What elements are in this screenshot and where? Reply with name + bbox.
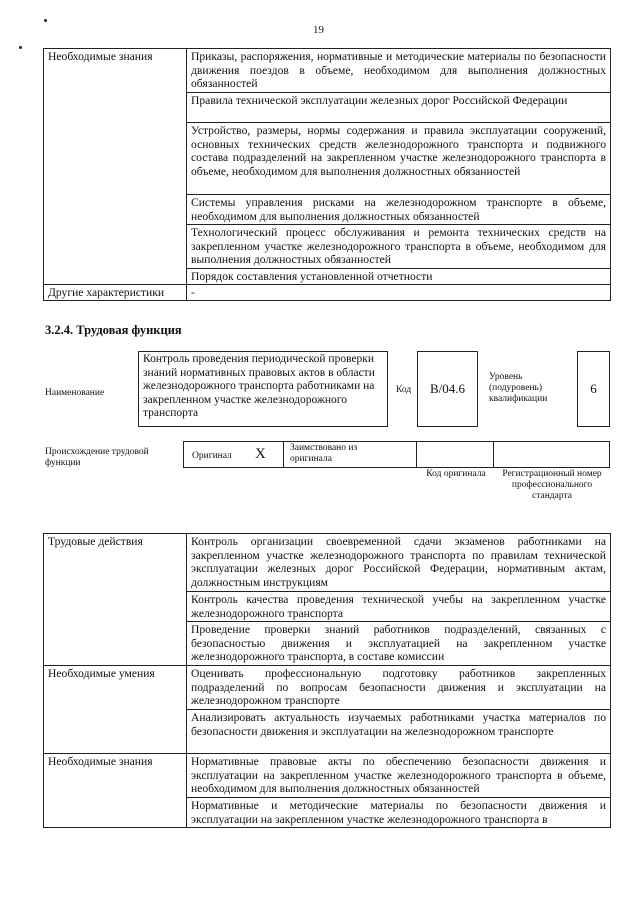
original-label: Оригинал	[192, 451, 232, 461]
code-label: Код	[396, 385, 412, 395]
scan-mark	[44, 19, 47, 22]
table-cell: Нормативные правовые акты по обеспечению безопасности движения и эксплуатации на закрепленном участке железнодорожного транспорта в объеме, необходимом для выполнения должностных обязанностей	[187, 754, 611, 798]
origin-divider	[493, 441, 494, 468]
top-knowledge-table	[43, 48, 611, 301]
level-box	[577, 351, 610, 427]
table-cell: Нормативные и методические материалы по безопасности движения и эксплуатации на закрепленном участке железнодорожного транспорта в	[187, 798, 611, 828]
table-row	[44, 534, 611, 592]
row-label: Трудовые действия	[44, 534, 187, 666]
origin-divider	[416, 441, 417, 468]
table-cell: -	[187, 285, 611, 301]
table-cell: Устройство, размеры, нормы содержания и правила эксплуатации сооружений, основных технических средств железнодорожного транспорта и подвижного состава подразделений на закрепленном участке железнодорожного транспорта в объеме, необходимом для выполнения должностных обязанностей	[187, 123, 611, 195]
borrowed-label: Заимствовано из оригинала	[290, 443, 358, 464]
function-name-box	[138, 351, 388, 427]
table-row	[44, 49, 611, 93]
origin-label: Происхождение трудовой функции	[45, 447, 149, 468]
table-cell: Контроль организации своевременной сдачи экзаменов работниками на закрепленном участке железнодорожного транспорта по правилам технической эксплуатации железных дорог Российской Федерации, нормативным актам, должностным инструкциям	[187, 534, 611, 592]
origin-row	[183, 441, 610, 468]
table-row	[44, 285, 611, 301]
level-value: 6	[590, 381, 597, 396]
code-original-caption: Код оригинала	[426, 469, 486, 479]
table-cell: Проведение проверки знаний работников подразделений, связанных с безопасностью движения и эксплуатацией на закрепленном участке железнодорожного транспорта, в составе комиссии	[187, 622, 611, 666]
level-label: Уровень (подуровень) квалификации	[489, 372, 548, 404]
original-mark: X	[255, 446, 266, 462]
row-label: Другие характеристики	[44, 285, 187, 301]
table-cell: Оценивать профессиональную подготовку работников закрепленных подразделений по вопросам безопасности движения и эксплуатации на железнодорожном транспорте	[187, 666, 611, 710]
code-value: B/04.6	[429, 381, 466, 396]
bottom-function-table	[43, 533, 611, 828]
page-number: 19	[313, 24, 324, 36]
code-box	[417, 351, 478, 427]
table-cell: Приказы, распоряжения, нормативные и методические материалы по безопасности движения поездов в объеме, необходимом для выполнения должностных обязанностей	[187, 49, 611, 93]
table-cell: Правила технической эксплуатации железных дорог Российской Федерации	[187, 93, 611, 123]
table-row	[44, 666, 611, 710]
section-title: 3.2.4. Трудовая функция	[45, 323, 182, 337]
table-cell: Технологический процесс обслуживания и ремонта технических средств на закрепленном участке железнодорожного транспорта в объеме, необходимом для выполнения должностных обязанностей	[187, 225, 611, 269]
row-label: Необходимые умения	[44, 666, 187, 754]
table-cell: Порядок составления установленной отчетности	[187, 269, 611, 285]
table-cell: Контроль качества проведения технической учебы на закрепленном участке железнодорожного транспорта	[187, 592, 611, 622]
name-label: Наименование	[45, 388, 105, 398]
table-row	[44, 754, 611, 798]
reg-number-caption: Регистрационный номер профессионального стандарта	[502, 469, 602, 501]
scan-mark	[19, 46, 22, 49]
row-label: Необходимые знания	[44, 49, 187, 285]
table-cell: Системы управления рисками на железнодорожном транспорте в объеме, необходимом для выполнения должностных обязанностей	[187, 195, 611, 225]
origin-divider	[283, 441, 284, 468]
row-label: Необходимые знания	[44, 754, 187, 828]
function-name: Контроль проведения периодической проверки знаний нормативных правовых актов в области железнодорожного транспорта работниками на закрепленном участке железнодорожного транспорта	[143, 353, 375, 420]
table-cell: Анализировать актуальность изучаемых работниками участка материалов по безопасности движения и эксплуатации на железнодорожном транспорте	[187, 710, 611, 754]
